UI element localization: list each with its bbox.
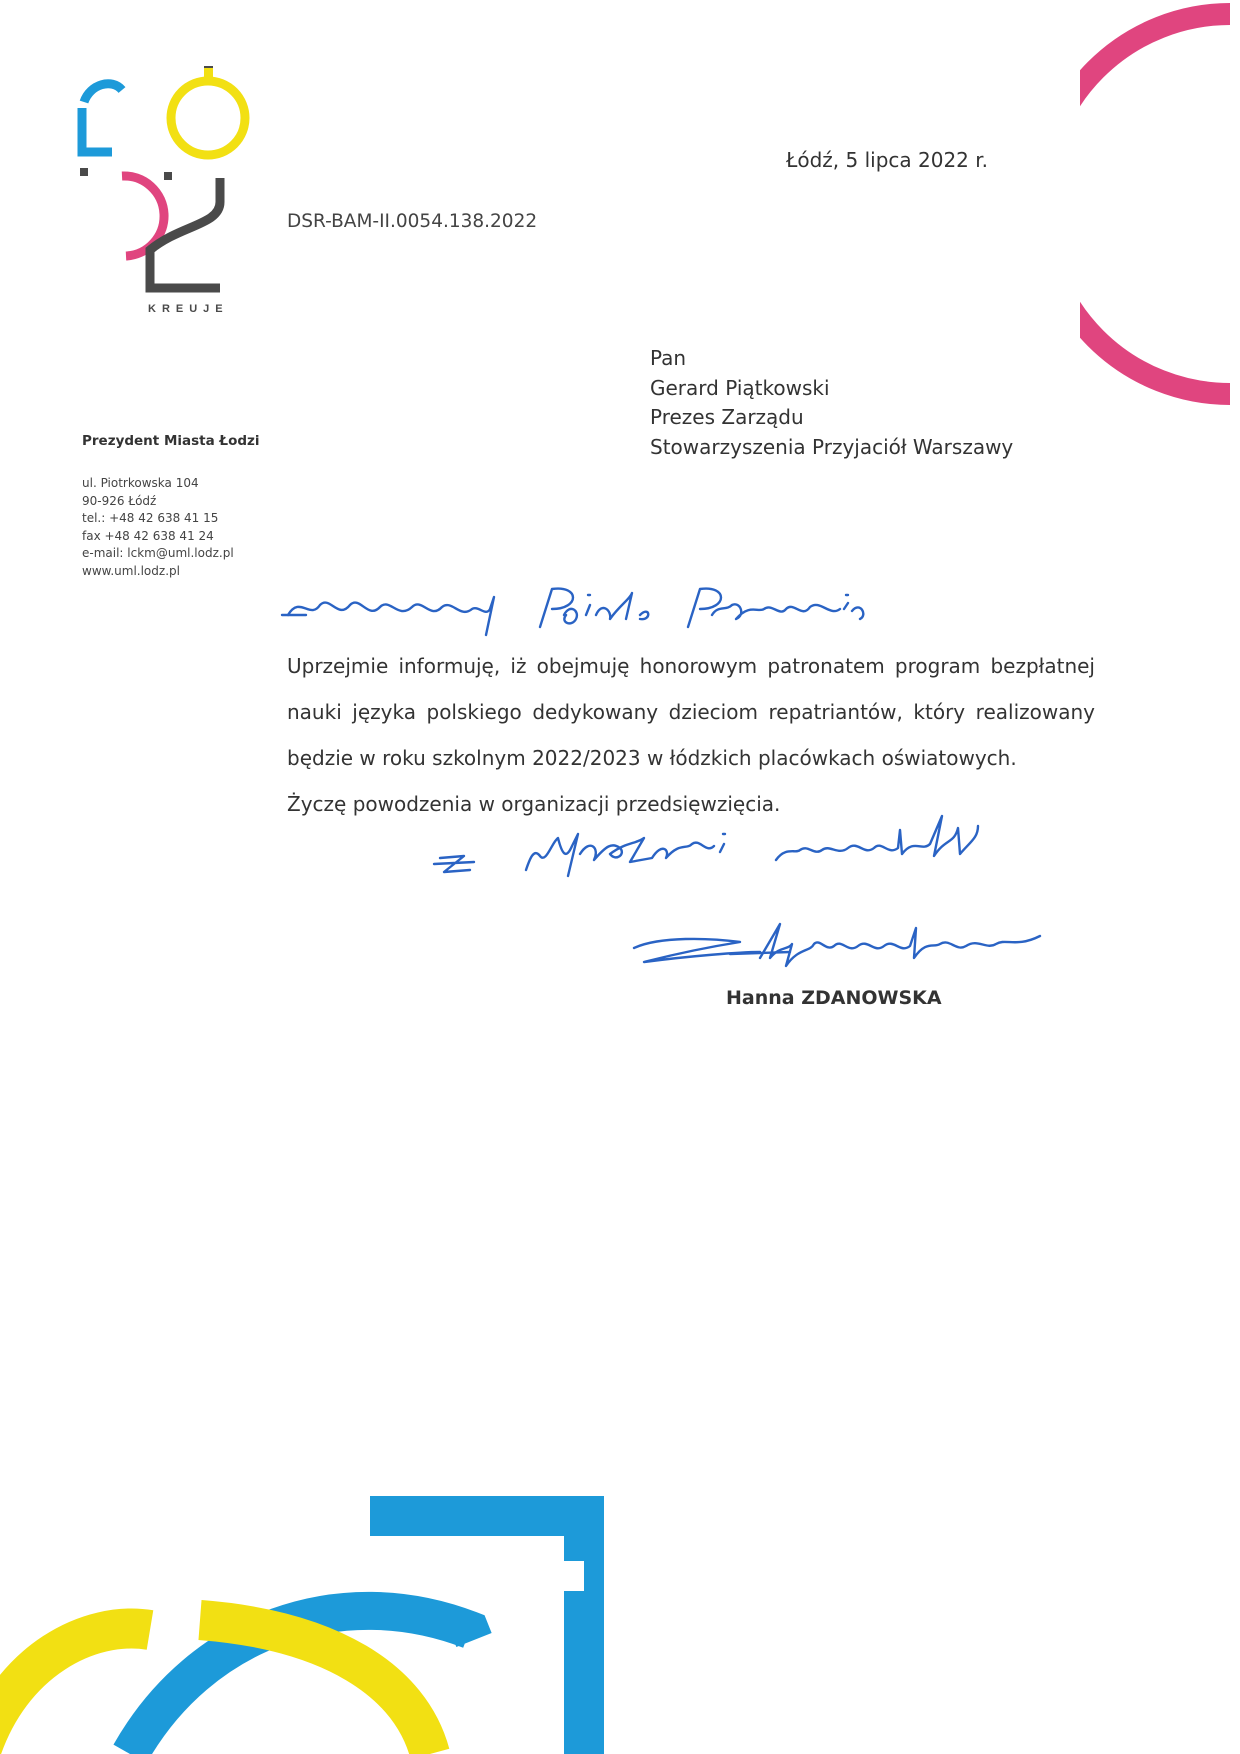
- recipient-salutation: Pan: [650, 346, 687, 370]
- handwritten-closing: [430, 798, 1080, 878]
- body-paragraph: Uprzejmie informuję, iż obejmuję honorowym patronatem program bezpłatnej nauki języka polskiego dedykowany dzieciom repatriantów, który realizowany będzie w roku szkolnym 2022/2023 w łódzkich placówkach oświatowych.: [287, 654, 1095, 770]
- sender-website: www.uml.lodz.pl: [82, 563, 180, 578]
- sender-fax: fax +48 42 638 41 24: [82, 528, 214, 543]
- recipient-position: Prezes Zarządu: [650, 405, 804, 429]
- sender-postal: 90-926 Łódź: [82, 493, 157, 508]
- sender-contact: [82, 475, 234, 580]
- recipient-name: Gerard Piątkowski: [650, 375, 830, 400]
- signature: [630, 918, 1050, 978]
- sender-email: e-mail: lckm@uml.lodz.pl: [82, 546, 234, 560]
- decorative-pink-arc: [1080, 0, 1240, 420]
- sender-street: ul. Piotrkowska 104: [82, 476, 199, 490]
- sender-title: Prezydent Miasta Łodzi: [82, 433, 260, 449]
- decorative-bottom-shapes: [0, 1480, 620, 1754]
- logo-word: KREUJE: [148, 303, 229, 315]
- reference-number: DSR-BAM-II.0054.138.2022: [287, 211, 538, 232]
- letter-date: Łódź, 5 lipca 2022 r.: [786, 148, 988, 172]
- body-wishes: Życzę powodzenia w organizacji przedsięwzięcia.: [287, 792, 781, 816]
- lodz-kreuje-logo: [70, 60, 260, 340]
- recipient-block: [650, 344, 1013, 462]
- handwritten-greeting: [280, 575, 970, 645]
- signatory-name: Hanna ZDANOWSKA: [726, 987, 942, 1009]
- recipient-organization: Stowarzyszenia Przyjaciół Warszawy: [650, 434, 1014, 459]
- sender-phone: tel.: +48 42 638 41 15: [82, 511, 219, 525]
